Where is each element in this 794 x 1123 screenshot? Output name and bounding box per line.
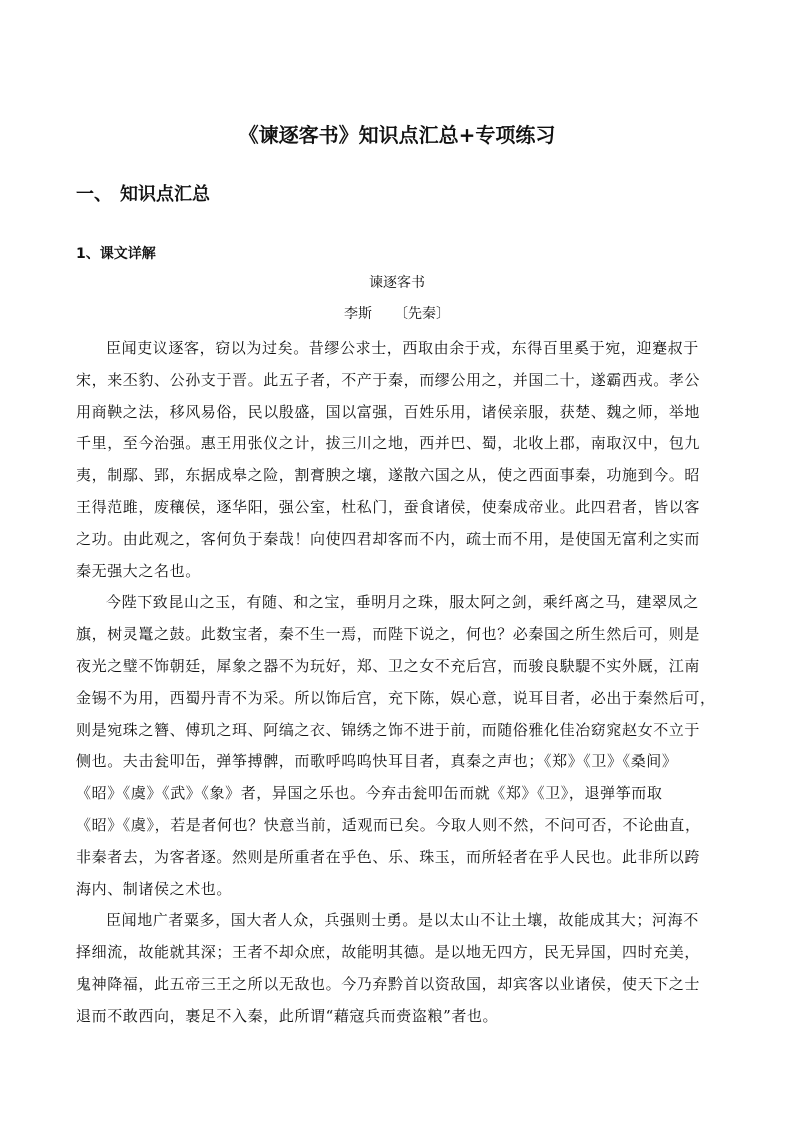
essay-line: 金锡不为用，西蜀丹青不为采。所以饰后宫，充下陈，娱心意，说耳目者，必出于秦然后可， bbox=[76, 688, 716, 707]
essay-line: 鬼神降福，此五帝三王之所以无敌也。今乃弃黔首以资敌国，却宾客以业诸侯，使天下之士 bbox=[76, 974, 701, 993]
essay-line: 旗，树灵鼍之鼓。此数宝者，秦不生一焉，而陛下说之，何也？必秦国之所生然后可，则是 bbox=[76, 625, 701, 644]
essay-line: 夜光之璧不饰朝廷，犀象之器不为玩好，郑、卫之女不充后宫，而骏良駃騠不实外厩，江南 bbox=[76, 656, 701, 675]
essay-line: 臣闻地广者粟多，国大者人众，兵强则士勇。是以太山不让土壤，故能成其大；河海不 bbox=[106, 911, 699, 930]
section-number: 一、 bbox=[76, 184, 112, 205]
essay-author: 李斯 bbox=[344, 306, 372, 322]
subsection-heading: 1、课文详解 bbox=[76, 246, 156, 262]
essay-line: 今陛下致昆山之玉，有随、和之宝，垂明月之珠，服太阿之剑，乘纤离之马，建翠凤之 bbox=[106, 593, 699, 612]
essay-line: 《昭》《虞》，若是者何也？快意当前，适观而已矣。今取人则不然，不问可否，不论曲直， bbox=[76, 815, 701, 834]
essay-dynasty: 〔先秦〕 bbox=[394, 306, 450, 322]
essay-line: 择细流，故能就其深；王者不却众庶，故能明其德。是以地无四方，民无异国，四时充美， bbox=[76, 943, 701, 962]
essay-line: 海内、制诸侯之术也。 bbox=[76, 879, 233, 898]
document-title: 《谏逐客书》知识点汇总+专项练习 bbox=[238, 123, 556, 147]
essay-line: 千里，至今治强。惠王用张仪之计，拔三川之地，西并巴、蜀，北收上郡，南取汉中，包九 bbox=[76, 434, 701, 453]
essay-line: 秦无强大之名也。 bbox=[76, 561, 201, 580]
essay-line: 退而不敢西向，裹足不入秦，此所谓“藉寇兵而赍盗粮”者也。 bbox=[76, 1006, 499, 1025]
essay-line: 侧也。夫击瓮叩缶，弹筝搏髀，而歌呼呜呜快耳目者，真秦之声也；《郑》《卫》《桑间》 bbox=[76, 752, 678, 771]
essay-line: 则是宛珠之簪、傅玑之珥、阿缟之衣、锦绣之饰不进于前，而随俗雅化佳冶窈窕赵女不立于 bbox=[76, 720, 701, 739]
section-label: 知识点汇总 bbox=[120, 184, 210, 205]
essay-line: 《昭》《虞》《武》《象》者，异国之乐也。今弃击瓮叩缶而就《郑》《卫》，退弹筝而取 bbox=[76, 784, 663, 803]
essay-line: 夷，制鄢、郢，东据成皋之险，割膏腴之壤，遂散六国之从，使之西面事秦，功施到今。昭 bbox=[76, 466, 701, 485]
essay-line: 非秦者去，为客者逐。然则是所重者在乎色、乐、珠玉，而所轻者在乎人民也。此非所以跨 bbox=[76, 847, 701, 866]
essay-line: 用商鞅之法，移风易俗，民以殷盛，国以富强，百姓乐用，诸侯亲服，获楚、魏之师，举地 bbox=[76, 402, 701, 421]
essay-title: 谏逐客书 bbox=[369, 275, 425, 291]
essay-line: 之功。由此观之，客何负于秦哉！向使四君却客而不内，疏士而不用，是使国无富利之实而 bbox=[76, 529, 701, 548]
essay-byline bbox=[0, 304, 794, 324]
essay-line: 宋，来丕豹、公孙支于晋。此五子者，不产于秦，而缪公用之，并国二十，遂霸西戎。孝公 bbox=[76, 370, 701, 389]
essay-body bbox=[76, 333, 776, 1033]
essay-line: 臣闻吏议逐客，窃以为过矣。昔缪公求士，西取由余于戎，东得百里奚于宛，迎蹇叔于 bbox=[106, 339, 699, 357]
section-heading bbox=[76, 183, 210, 207]
essay-line: 王得范雎，废穰侯，逐华阳，强公室，杜私门，蚕食诸侯，使秦成帝业。此四君者，皆以客 bbox=[76, 497, 701, 516]
